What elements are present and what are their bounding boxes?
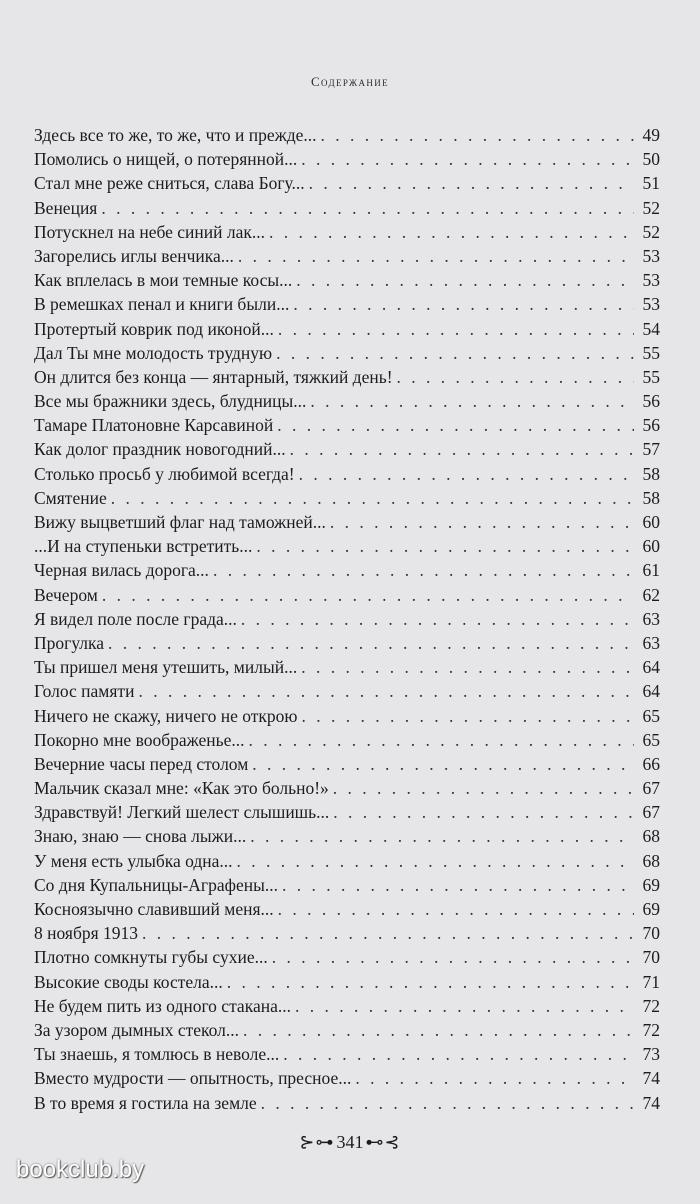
toc-entry-title: Вижу выцветший флаг над таможней... (34, 512, 326, 532)
toc-leader-dots (102, 583, 634, 607)
toc-entry-page: 74 (642, 1068, 660, 1089)
toc-leader-dots (295, 994, 634, 1018)
toc-leader-dots (243, 1018, 634, 1042)
toc-entry-page: 51 (642, 173, 660, 194)
toc-leader-dots (330, 510, 634, 534)
toc-entry-page: 70 (642, 947, 660, 968)
toc-entry-page: 53 (642, 294, 660, 315)
toc-entry (34, 389, 660, 413)
toc-entry (34, 268, 660, 292)
toc-entry-title: Венеция (34, 197, 98, 218)
toc-entry-page: 58 (642, 487, 660, 508)
toc-entry (34, 534, 660, 558)
toc-entry-title: Плотно сомкнуты губы сухие... (34, 947, 268, 968)
toc-entry-title: Протертый коврик под иконой... (34, 318, 274, 339)
toc-entry (34, 292, 660, 316)
toc-entry (34, 220, 660, 244)
toc-entry-page: 72 (642, 1019, 660, 1040)
toc-leader-dots (108, 631, 634, 655)
toc-entry-title: Ничего не скажу, ничего не открою (34, 705, 298, 726)
toc-entry-page: 72 (642, 995, 660, 1016)
toc-leader-dots (138, 679, 634, 703)
toc-entry-page: 63 (642, 608, 660, 629)
toc-leader-dots (111, 486, 634, 510)
toc-entry (34, 244, 660, 268)
toc-leader-dots (227, 970, 634, 994)
toc-entry (34, 873, 660, 897)
toc-entry (34, 583, 660, 607)
toc-leader-dots (299, 462, 634, 486)
toc-entry-page: 58 (642, 463, 660, 484)
toc-leader-dots (309, 171, 634, 195)
toc-entry-page: 65 (642, 729, 660, 750)
toc-entry-title: У меня есть улыбка одна... (34, 850, 233, 871)
toc-entry (34, 607, 660, 631)
toc-leader-dots (321, 123, 634, 147)
toc-entry-page: 68 (642, 850, 660, 871)
toc-entry-page: 64 (642, 657, 660, 678)
toc-entry-title: Высокие своды костела... (34, 971, 223, 992)
toc-entry-title: Прогулка (34, 632, 105, 653)
toc-entry-page: 49 (642, 125, 660, 145)
toc-entry-page: 70 (642, 923, 660, 944)
toc-leader-dots (301, 655, 634, 679)
toc-entry-title: Стал мне реже сниться, слава Богу... (34, 173, 305, 194)
toc-entry-title: Загорелись иглы венчика... (34, 245, 234, 266)
toc-entry-page: 71 (642, 971, 660, 992)
toc-entry (34, 1066, 660, 1090)
toc-entry-title: Знаю, знаю — снова лыжи... (34, 826, 247, 847)
toc-entry-title: Все мы бражники здесь, блудницы... (34, 391, 307, 412)
toc-entry-title: Покорно мне воображенье... (34, 729, 245, 750)
toc-entry-page: 69 (642, 874, 660, 895)
page-folio (0, 1132, 700, 1153)
toc-entry (34, 679, 660, 703)
toc-leader-dots (101, 196, 634, 220)
toc-entry (34, 1042, 660, 1066)
toc-entry (34, 824, 660, 848)
toc-entry (34, 413, 660, 437)
toc-entry-page: 69 (642, 899, 660, 919)
toc-entry-title: Он длится без конца — янтарный, тяжкий день! (34, 366, 393, 387)
folio-ornament-right: ⊷⊰ (365, 1132, 401, 1152)
toc-leader-dots (277, 413, 634, 437)
toc-entry-title: Как вплелась в мои темные косы... (34, 270, 293, 291)
toc-entry (34, 800, 660, 824)
toc-leader-dots (283, 1042, 634, 1066)
table-of-contents (34, 123, 660, 1115)
watermark-logo: bookclub.by (16, 1156, 145, 1183)
toc-entry (34, 317, 660, 341)
toc-entry-title: В ремешках пенал и книги были... (34, 294, 290, 315)
toc-entry (34, 1018, 660, 1042)
toc-entry (34, 147, 660, 171)
toc-leader-dots (250, 824, 634, 848)
toc-entry-title: Мальчик сказал мне: «Как это больно!» (34, 778, 329, 799)
toc-leader-dots (261, 1091, 634, 1115)
toc-entry-page: 65 (642, 705, 660, 726)
toc-entry-title: Смятение (34, 487, 107, 508)
toc-entry-page: 60 (642, 512, 660, 532)
toc-entry-title: Дал Ты мне молодость трудную (34, 342, 273, 363)
toc-entry-title: Ты пришел меня утешить, милый... (34, 657, 298, 678)
toc-entry (34, 1091, 660, 1115)
toc-entry-page: 67 (642, 802, 660, 823)
toc-leader-dots (269, 220, 634, 244)
section-header: Содержание (310, 74, 390, 89)
toc-entry (34, 341, 660, 365)
toc-entry-page: 60 (642, 536, 660, 557)
toc-entry-page: 67 (642, 778, 660, 799)
toc-entry-title: ...И на ступеньки встретить... (34, 536, 253, 557)
toc-entry (34, 486, 660, 510)
toc-leader-dots (290, 437, 634, 461)
toc-entry-page: 56 (642, 415, 660, 436)
toc-entry-page: 57 (642, 439, 660, 460)
toc-entry (34, 437, 660, 461)
toc-entry (34, 655, 660, 679)
toc-leader-dots (355, 1066, 634, 1090)
toc-entry-title: Вместо мудрости — опытность, пресное... (34, 1068, 352, 1089)
toc-entry-page: 66 (642, 753, 660, 774)
toc-leader-dots (296, 268, 634, 292)
toc-entry (34, 631, 660, 655)
toc-entry (34, 196, 660, 220)
toc-entry-title: Вечером (34, 584, 98, 605)
toc-entry-title: 8 ноября 1913 (34, 923, 139, 944)
toc-entry (34, 776, 660, 800)
toc-entry (34, 365, 660, 389)
toc-leader-dots (252, 752, 634, 776)
toc-leader-dots (213, 558, 634, 582)
toc-entry (34, 510, 660, 534)
toc-entry-title: Столько просьб у любимой всегда! (34, 463, 295, 484)
toc-entry-title: Не будем пить из одного стакана... (34, 995, 291, 1016)
toc-entry-title: Помолись о нищей, о потерянной... (34, 149, 298, 170)
toc-entry-page: 52 (642, 197, 660, 218)
toc-leader-dots (142, 921, 634, 945)
folio-page-number: 341 (336, 1132, 364, 1152)
toc-leader-dots (282, 873, 634, 897)
toc-entry-page: 53 (642, 270, 660, 291)
toc-entry-page: 64 (642, 681, 660, 702)
toc-entry (34, 728, 660, 752)
toc-entry (34, 558, 660, 582)
toc-leader-dots (241, 607, 634, 631)
toc-entry-page: 68 (642, 826, 660, 847)
toc-leader-dots (278, 897, 634, 921)
toc-entry-page: 74 (642, 1092, 660, 1113)
toc-entry-page: 55 (642, 366, 660, 387)
toc-leader-dots (333, 776, 634, 800)
toc-entry-page: 73 (642, 1044, 660, 1065)
toc-entry-page: 61 (642, 560, 660, 581)
toc-leader-dots (272, 945, 634, 969)
toc-entry-page: 50 (642, 149, 660, 170)
toc-entry-title: Потускнел на небе синий лак... (34, 221, 266, 242)
toc-leader-dots (238, 244, 634, 268)
toc-entry-page: 56 (642, 391, 660, 412)
toc-entry-title: Ты знаешь, я томлюсь в неволе... (34, 1044, 280, 1065)
toc-leader-dots (237, 849, 634, 873)
toc-entry-page: 62 (642, 584, 660, 605)
toc-leader-dots (301, 147, 634, 171)
toc-entry (34, 704, 660, 728)
toc-entry-page: 55 (642, 342, 660, 363)
toc-entry-title: Здравствуй! Легкий шелест слышишь... (34, 802, 330, 823)
toc-entry-page: 63 (642, 632, 660, 653)
toc-leader-dots (278, 317, 634, 341)
toc-leader-dots (276, 341, 634, 365)
toc-entry-title: В то время я гостила на земле (34, 1092, 257, 1113)
toc-entry-page: 54 (642, 318, 660, 339)
toc-leader-dots (256, 534, 634, 558)
toc-entry-title: Со дня Купальницы-Аграфены... (34, 874, 278, 895)
folio-ornament-left: ⊱⊶ (299, 1132, 335, 1152)
toc-entry (34, 462, 660, 486)
toc-entry (34, 171, 660, 195)
toc-entry-title: Голос памяти (34, 681, 135, 702)
toc-leader-dots (249, 728, 634, 752)
toc-entry-title: Косноязычно славивший меня... (34, 899, 274, 919)
toc-entry (34, 897, 660, 921)
toc-entry-title: Здесь все то же, то же, что и прежде... (34, 125, 317, 145)
toc-leader-dots (301, 704, 634, 728)
toc-entry (34, 849, 660, 873)
toc-entry (34, 970, 660, 994)
toc-entry-title: Я видел поле после града... (34, 608, 237, 629)
toc-entry-title: Черная вилась дорога... (34, 560, 209, 581)
toc-entry (34, 752, 660, 776)
toc-entry (34, 994, 660, 1018)
toc-leader-dots (310, 389, 634, 413)
toc-entry-title: Тамаре Платоновне Карсавиной (34, 415, 274, 436)
toc-entry-title: За узором дымных стекол... (34, 1019, 239, 1040)
toc-entry (34, 945, 660, 969)
toc-entry (34, 123, 660, 147)
toc-leader-dots (397, 365, 634, 389)
toc-entry-title: Как долог праздник новогодний... (34, 439, 286, 460)
toc-leader-dots (333, 800, 634, 824)
toc-entry-title: Вечерние часы перед столом (34, 753, 249, 774)
toc-entry-page: 53 (642, 245, 660, 266)
toc-leader-dots (293, 292, 634, 316)
toc-entry-page: 52 (642, 221, 660, 242)
toc-entry (34, 921, 660, 945)
